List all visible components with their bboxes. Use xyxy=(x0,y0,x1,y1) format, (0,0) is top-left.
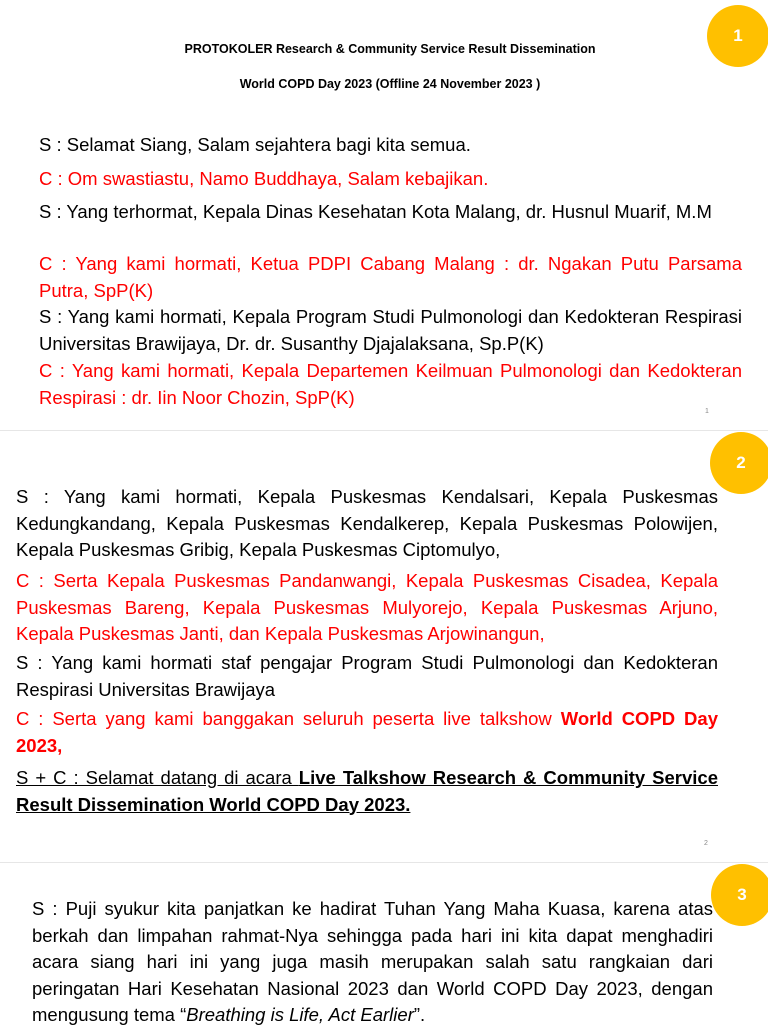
paragraph-s-puji-syukur xyxy=(32,896,713,1029)
paragraph-c-puskesmas: C : Serta Kepala Puskesmas Pandanwangi, Kepala Puskesmas Cisadea, Kepala Puskesmas Bareng, Kepala Puskesmas Mulyorejo, Kepala Puskesmas Arjuno, Kepala Puskesmas Janti, dan Kepala Puskesmas Arjowinangun, xyxy=(16,570,718,644)
event-title-underlined: Live Talkshow Research & Community Service Result Dissemination World COPD Day 2023. xyxy=(16,767,719,815)
paragraph-c-greeting: C : Om swastiastu, Namo Buddhaya, Salam kebajikan. xyxy=(39,168,489,189)
event-name-bold: World COPD Day 2023, xyxy=(16,708,718,756)
slide-number-badge: 1 xyxy=(707,5,768,67)
paragraph-c-departemen: C : Yang kami hormati, Kepala Departemen Keilmuan Pulmonologi dan Kedokteran Respirasi : dr. Iin Noor Chozin, SpP(K) xyxy=(39,360,742,408)
slide-number-badge: 2 xyxy=(710,432,768,494)
paragraph-s-prodi: S : Yang kami hormati, Kepala Program Studi Pulmonologi dan Kedokteran Respirasi Universitas Brawijaya, Dr. dr. Susanthy Djajalaksana, Sp.P(K) xyxy=(39,306,742,354)
theme-italic: Breathing is Life, Act Earlier xyxy=(186,1004,414,1025)
paragraph-end: ”. xyxy=(413,1004,426,1025)
slide-title: PROTOKOLER Research & Community Service Result Dissemination xyxy=(184,42,596,56)
slide-3 xyxy=(0,862,768,1024)
slide-number-badge: 3 xyxy=(711,864,768,926)
paragraph-c-peserta xyxy=(16,706,718,759)
slide-subtitle: World COPD Day 2023 (Offline 24 November 2023 ) xyxy=(239,77,541,91)
slide-2 xyxy=(0,430,768,862)
page-number: 1 xyxy=(705,408,709,415)
paragraph-s-greeting: S : Selamat Siang, Salam sejahtera bagi kita semua. xyxy=(39,134,471,155)
paragraph-text: S : Puji syukur kita panjatkan ke hadirat Tuhan Yang Maha Kuasa, karena atas berkah dan limpahan rahmat-Nya sehingga pada hari ini kita dapat menghadiri acara siang hari ini yang juga masih merupakan salah satu rangkaian dari peringatan Hari Kesehatan Nasional 2023 dan World COPD Day 2023, dengan mengusung tema “ xyxy=(32,898,713,1025)
paragraph-welcome xyxy=(16,765,718,818)
slide-1 xyxy=(0,0,768,430)
paragraph-s-staf: S : Yang kami hormati staf pengajar Program Studi Pulmonologi dan Kedokteran Respirasi Universitas Brawijaya xyxy=(16,652,718,700)
page-number: 2 xyxy=(704,840,708,847)
paragraph-c-peserta-text: C : Serta yang kami banggakan seluruh peserta live talkshow xyxy=(16,708,561,729)
speaker-label: S + C : Selamat datang di acara xyxy=(16,767,299,788)
paragraph-s-dinas: S : Yang terhormat, Kepala Dinas Kesehatan Kota Malang, dr. Husnul Muarif, M.M xyxy=(39,201,712,222)
paragraph-s-puskesmas: S : Yang kami hormati, Kepala Puskesmas Kendalsari, Kepala Puskesmas Kedungkandang, Kepala Puskesmas Kendalkerep, Kepala Puskesmas Polowijen, Kepala Puskesmas Gribig, Kepala Puskesmas Ciptomulyo, xyxy=(16,486,718,560)
paragraph-c-pdpi: C : Yang kami hormati, Ketua PDPI Cabang Malang : dr. Ngakan Putu Parsama Putra, SpP(K) xyxy=(39,253,742,301)
